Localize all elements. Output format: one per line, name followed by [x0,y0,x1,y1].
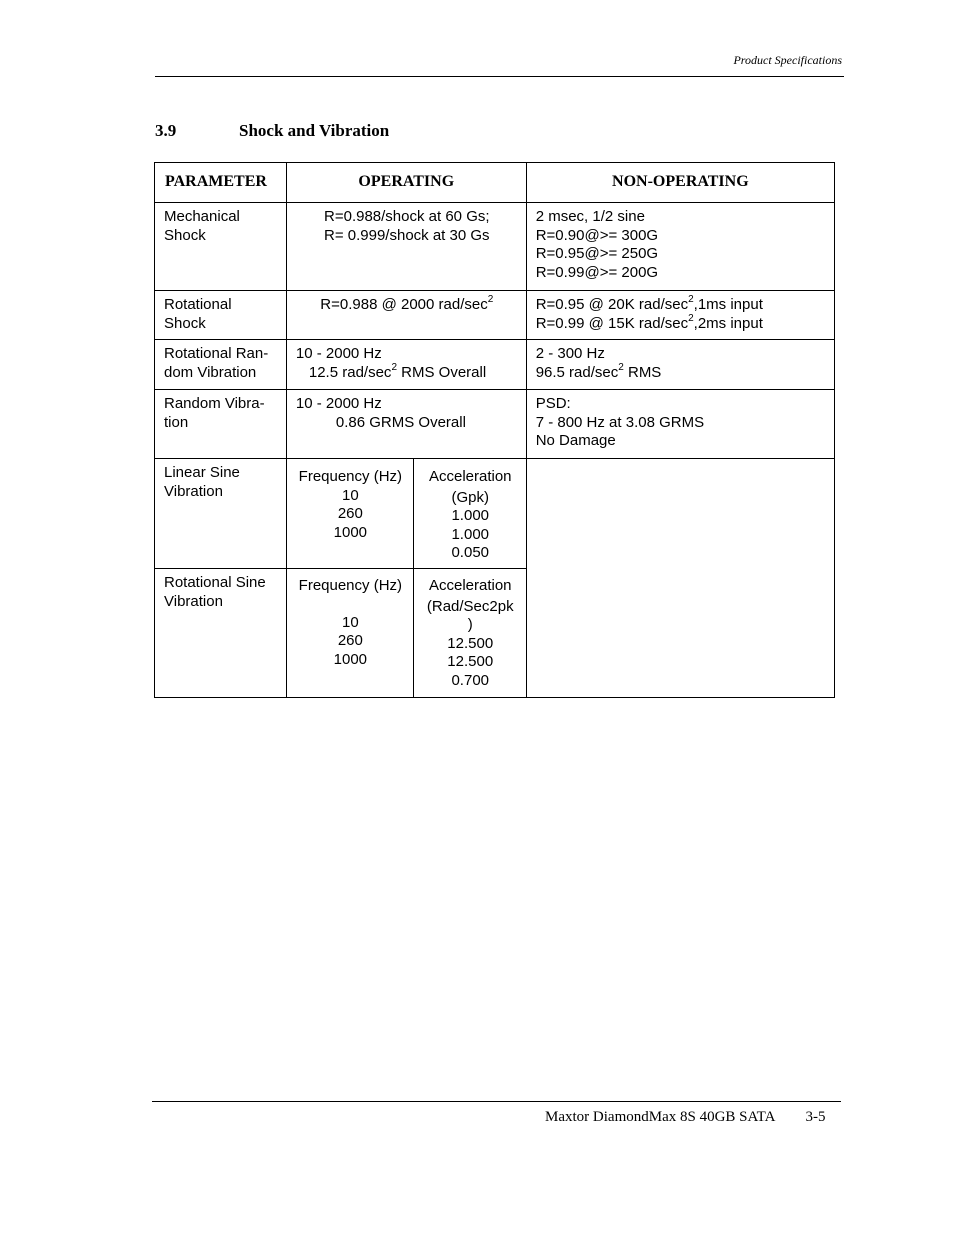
acceleration-header: (Gpk) [451,488,489,506]
running-header: Product Specifications [733,53,842,67]
text-part: RMS Overall [397,363,487,381]
section-heading [155,121,389,141]
operating-line: 10 - 2000 Hz [295,345,382,362]
param-cell [155,569,287,698]
operating-line: 10 - 2000 Hz [295,395,382,412]
non-operating-line [535,361,826,383]
non-operating-line: R=0.95@>= 250G [535,245,659,262]
frequency-value: 10 [341,486,359,504]
non-operating-cell [526,203,834,291]
section-number: 3.9 [155,121,177,140]
acceleration-value: 0.050 [451,544,490,561]
non-operating-line: PSD: [535,395,571,412]
frequency-value: 260 [337,505,363,522]
param-cell [155,291,287,340]
text-part: R=0.99 @ 15K rad/sec [535,314,689,332]
superscript: 2 [391,361,397,373]
page-number: 3-5 [805,1109,826,1125]
table-row [155,203,835,291]
operating-cell [286,390,526,459]
superscript: 2 [688,312,694,324]
non-operating-line: R=0.90@>= 300G [535,226,659,244]
acceleration-value: 12.500 [447,653,494,670]
non-operating-line [536,296,826,315]
acceleration-cell [413,459,526,569]
param-line: Shock [164,314,206,332]
acceleration-value: 1.000 [451,507,490,524]
acceleration-header: ) [467,616,473,633]
param-line: Shock [164,226,206,244]
frequency-value: 1000 [333,650,368,668]
acceleration-header: Acceleration [428,577,512,594]
param-cell [155,459,287,569]
table-row [155,291,835,340]
param-line: Rotational [164,296,232,313]
param-cell [155,340,287,390]
frequency-value: 260 [337,632,363,649]
non-operating-cell [526,390,834,459]
frequency-header: Frequency (Hz) [298,577,403,594]
operating-cell [286,291,526,340]
param-line: Random Vibra- [164,395,265,412]
operating-line [296,361,518,383]
acceleration-header: Acceleration [428,468,512,485]
table-row [155,459,835,569]
footer-rule [152,1101,841,1102]
non-operating-cell [526,291,834,340]
operating-line: R=0.988/shock at 60 Gs; [324,208,490,225]
operating-cell [286,203,526,291]
param-line: dom Vibration [164,363,257,381]
text-part: 96.5 rad/sec [535,363,619,381]
param-cell [155,203,287,291]
non-operating-line: 2 - 300 Hz [535,345,605,362]
acceleration-value: 0.700 [451,671,490,689]
table-header-row [155,163,835,203]
frequency-cell [286,569,413,698]
header-parameter: PARAMETER [155,163,287,203]
table-row [155,390,835,459]
acceleration-header: (Rad/Sec2pk [426,597,514,615]
non-operating-line [535,312,826,334]
text-part: ,1ms input [693,296,763,313]
text-part: RMS [623,363,662,381]
frequency-value: 10 [341,613,359,631]
superscript: 2 [618,361,624,373]
non-operating-line: 2 msec, 1/2 sine [535,208,645,225]
acceleration-value: 12.500 [447,634,494,652]
shock-vibration-table [154,162,835,698]
header-rule [155,76,844,77]
frequency-cell [286,459,413,569]
superscript: 2 [688,294,694,305]
param-cell [155,390,287,459]
acceleration-value: 1.000 [451,525,490,543]
non-operating-line: R=0.99@>= 200G [535,263,659,281]
frequency-header: Frequency (Hz) [298,468,403,485]
operating-cell [286,340,526,390]
non-operating-line: No Damage [535,432,616,449]
header-non-operating: NON-OPERATING [526,163,834,203]
param-line: Mechanical [164,208,240,225]
param-line: Vibration [164,592,223,610]
text-part: ,2ms input [693,314,763,332]
param-line: Rotational Ran- [164,345,269,362]
operating-line: R= 0.999/shock at 30 Gs [324,226,490,244]
param-line: Linear Sine [164,464,240,481]
page-footer [545,1109,825,1126]
param-line: Vibration [164,482,223,500]
text-part: 12.5 rad/sec [308,363,392,381]
operating-line: 0.86 GRMS Overall [335,413,466,431]
text-part: R=0.95 @ 20K rad/sec [535,296,689,313]
frequency-value: 1000 [333,523,368,541]
param-line: tion [164,413,189,431]
footer-product: Maxtor DiamondMax 8S 40GB SATA [545,1109,776,1125]
table-row [155,340,835,390]
section-title: Shock and Vibration [239,121,390,140]
header-operating: OPERATING [286,163,526,203]
operating-text: R=0.988 @ 2000 rad/sec [320,296,488,313]
acceleration-cell [413,569,526,698]
superscript: 2 [487,294,494,305]
non-operating-cell [526,459,834,698]
non-operating-line: 7 - 800 Hz at 3.08 GRMS [535,413,705,431]
param-line: Rotational Sine [164,574,266,591]
non-operating-cell [526,340,834,390]
